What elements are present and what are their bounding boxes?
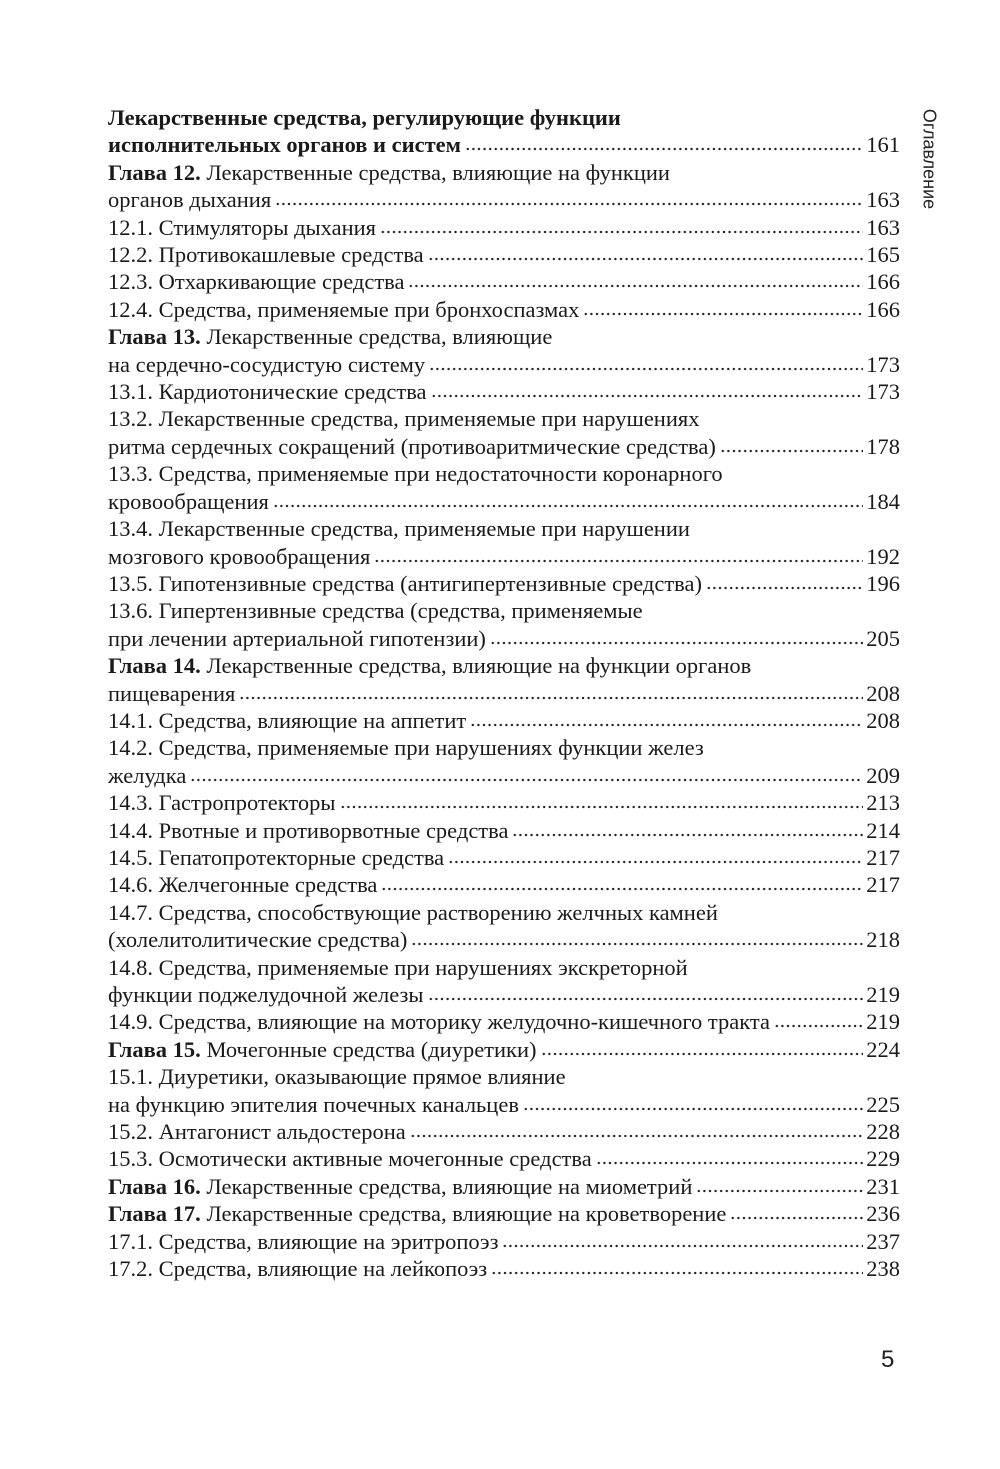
toc-line[interactable] [108, 789, 900, 816]
dot-leader [596, 1160, 864, 1166]
page-ref: 209 [866, 762, 900, 788]
toc-line[interactable] [108, 1118, 900, 1145]
toc-entry-text [108, 954, 688, 981]
toc-line[interactable] [108, 707, 900, 734]
toc-entry-text [108, 1036, 537, 1063]
toc-line[interactable] [108, 762, 900, 789]
entry-title: 14.1. Средства, влияющие на аппетит [108, 707, 467, 733]
entry-title: пищеварения [108, 680, 236, 706]
toc-entry-text [108, 899, 718, 926]
toc-entry-text [108, 543, 370, 570]
entry-title: 14.2. Средства, применяемые при нарушениях функции желез [108, 735, 704, 761]
entry-title: 13.3. Средства, применяемые при недостаточности коронарного [108, 461, 723, 487]
entry-title: Мочегонные средства (диуретики) [200, 1036, 537, 1062]
page-ref: 224 [866, 1036, 900, 1062]
toc-line[interactable] [108, 926, 900, 953]
entry-title: Лекарственные средства, влияющие на функции органов [200, 653, 752, 679]
entry-title: 13.5. Гипотензивные средства (антигипертензивные средства) [108, 570, 702, 596]
toc-entry-text [108, 1118, 406, 1145]
dot-leader [470, 722, 863, 728]
toc-line[interactable] [108, 515, 900, 542]
page-ref: 236 [866, 1201, 900, 1227]
table-of-contents [108, 104, 900, 1282]
entry-title: 15.3. Осмотически активные мочегонные средства [108, 1146, 592, 1172]
toc-line[interactable] [108, 268, 900, 295]
entry-title: 15.2. Антагонист альдостерона [108, 1119, 406, 1145]
section-side-label [914, 84, 944, 234]
toc-line[interactable] [108, 460, 900, 487]
toc-line[interactable] [108, 405, 900, 432]
toc-line[interactable] [108, 652, 900, 679]
entry-title: при лечении артериальной гипотензии) [108, 625, 486, 651]
toc-entry-text [108, 734, 704, 761]
entry-title: Лекарственные средства, влияющие на функции [200, 159, 670, 185]
dot-leader [696, 1188, 863, 1194]
dot-leader [381, 886, 863, 892]
page-ref: 173 [866, 351, 900, 377]
page-ref: 238 [866, 1256, 900, 1282]
dot-leader [523, 1106, 863, 1112]
toc-line[interactable] [108, 1091, 900, 1118]
dot-leader [583, 311, 863, 317]
toc-line[interactable] [108, 296, 900, 323]
toc-entry-text [108, 460, 723, 487]
toc-entry-text [108, 1008, 770, 1035]
entry-title: 12.2. Противокашлевые средства [108, 242, 424, 268]
page-ref: 205 [866, 625, 900, 651]
page-number: 5 [881, 1346, 895, 1373]
toc-entry-text [108, 1063, 566, 1090]
entry-title: функции поджелудочной железы [108, 982, 424, 1007]
page-ref: 173 [866, 379, 900, 405]
dot-leader [448, 859, 863, 865]
toc-entry-text [108, 104, 621, 131]
toc-entry-text [108, 926, 407, 953]
dot-leader [512, 832, 863, 838]
dot-leader [374, 558, 863, 564]
toc-line[interactable] [108, 104, 900, 131]
page-ref: 163 [866, 187, 900, 213]
toc-entry-text [108, 186, 271, 213]
toc-entry-text [108, 1200, 726, 1227]
toc-line[interactable] [108, 871, 900, 898]
toc-entry-text [108, 405, 700, 432]
entry-title: Лекарственные средства, влияющие на кроветворение [200, 1201, 727, 1227]
toc-entry-text [108, 597, 643, 624]
dot-leader [502, 1243, 863, 1249]
toc-entry-text [108, 159, 670, 186]
toc-entry-text [108, 515, 690, 542]
toc-entry-text [108, 652, 751, 679]
toc-entry-text [108, 789, 336, 816]
entry-title: 13.2. Лекарственные средства, применяемые при нарушениях [108, 406, 700, 432]
toc-entry-text [108, 296, 579, 323]
dot-leader [730, 1215, 863, 1221]
entry-title: кровообращения [108, 488, 269, 514]
toc-entry-text [108, 1173, 692, 1200]
dot-leader [275, 201, 863, 207]
page-ref: 213 [866, 790, 900, 816]
dot-leader [410, 1133, 864, 1139]
dot-leader [465, 146, 863, 152]
dot-leader [541, 1051, 864, 1057]
entry-title: на функцию эпителия почечных канальцев [108, 1091, 519, 1117]
toc-line[interactable] [108, 323, 900, 350]
toc-entry-text [108, 488, 269, 515]
entry-title: Лекарственные средства, влияющие на миометрий [200, 1173, 693, 1199]
toc-entry-text [108, 762, 186, 789]
toc-entry-text [108, 570, 702, 597]
dot-leader [411, 941, 863, 947]
dot-leader [340, 804, 864, 810]
toc-entry-text [108, 241, 424, 268]
toc-entry-text [108, 323, 552, 350]
page-ref: 214 [866, 817, 900, 843]
entry-title: 15.1. Диуретики, оказывающие прямое влияние [108, 1064, 566, 1090]
chapter-label: Глава 12. [108, 159, 201, 185]
page-ref: 166 [866, 296, 900, 322]
entry-title: желудка [108, 762, 187, 788]
entry-title: органов дыхания [108, 187, 272, 213]
toc-line[interactable] [108, 570, 900, 597]
toc-line[interactable] [108, 131, 900, 158]
toc-line[interactable] [108, 214, 900, 241]
entry-title: 13.6. Гипертензивные средства (средства, применяемые [108, 598, 643, 624]
toc-line[interactable] [108, 625, 900, 652]
toc-line[interactable] [108, 351, 900, 378]
toc-line[interactable] [108, 680, 900, 707]
toc-entry-text [108, 844, 444, 871]
dot-leader [774, 1023, 863, 1029]
dot-leader [490, 640, 863, 646]
toc-line[interactable] [108, 1200, 900, 1227]
toc-entry-text [108, 433, 716, 460]
entry-title: 13.4. Лекарственные средства, применяемые при нарушении [108, 516, 690, 542]
page-ref: 228 [866, 1119, 900, 1145]
entry-title: 12.1. Стимуляторы дыхания [108, 214, 377, 240]
entry-title: 14.3. Гастропротекторы [108, 790, 336, 816]
dot-leader [428, 256, 864, 262]
toc-line[interactable] [108, 159, 900, 186]
page-ref: 208 [866, 707, 900, 733]
toc-entry-text [108, 131, 461, 158]
toc-entry-text [108, 214, 376, 241]
toc-entry-text [108, 378, 427, 405]
toc-entry-text [108, 625, 486, 652]
page-ref: 192 [866, 543, 900, 569]
dot-leader [239, 695, 863, 701]
toc-line[interactable] [108, 1008, 900, 1035]
entry-title: 13.1. Кардиотонические средства [108, 379, 427, 405]
chapter-label: Глава 17. [108, 1201, 201, 1227]
toc-line[interactable] [108, 543, 900, 570]
toc-line[interactable] [108, 1036, 900, 1063]
toc-line[interactable] [108, 1228, 900, 1255]
entry-title: 14.5. Гепатопротекторные средства [108, 844, 445, 870]
toc-line[interactable] [108, 817, 900, 844]
page-ref: 208 [866, 680, 900, 706]
entry-title: 14.6. Желчегонные средства [108, 872, 378, 898]
toc-entry-text [108, 1228, 498, 1255]
entry-title: исполнительных органов и систем [108, 132, 461, 158]
toc-line[interactable] [108, 1173, 900, 1200]
toc-entry-text [108, 707, 466, 734]
page-ref: 217 [866, 844, 900, 870]
side-label-text: Оглавление [919, 108, 940, 210]
toc-entry-text [108, 680, 235, 707]
entry-title: 14.9. Средства, влияющие на моторику желудочно-кишечного тракта [108, 1009, 771, 1035]
page-ref: 178 [866, 433, 900, 459]
toc-line[interactable] [108, 378, 900, 405]
page-ref: 219 [866, 1009, 900, 1035]
dot-leader [428, 996, 864, 1002]
toc-line[interactable] [108, 241, 900, 268]
toc-line[interactable] [108, 597, 900, 624]
dot-leader [190, 777, 863, 783]
entry-title: на сердечно-сосудистую систему [108, 351, 426, 377]
toc-entry-text [108, 871, 377, 898]
dot-leader [491, 1270, 863, 1276]
entry-title: мозгового кровообращения [108, 543, 371, 569]
page-ref: 166 [866, 269, 900, 295]
dot-leader [408, 283, 863, 289]
entry-title: 14.4. Рвотные и противорвотные средства [108, 817, 509, 843]
chapter-label: Глава 13. [108, 324, 201, 350]
dot-leader [429, 366, 863, 372]
dot-leader [720, 448, 863, 454]
toc-entry-text [108, 1145, 592, 1172]
page-ref: 229 [866, 1146, 900, 1172]
entry-title: 14.7. Средства, способствующие растворению желчных камней [108, 899, 718, 925]
entry-title: Лекарственные средства, регулирующие функции [108, 105, 621, 130]
toc-line[interactable] [108, 954, 900, 981]
toc-line[interactable] [108, 433, 900, 460]
toc-entry-text [108, 1091, 519, 1118]
page-ref: 219 [866, 982, 900, 1007]
toc-entry-text [108, 817, 508, 844]
toc-line[interactable] [108, 981, 900, 1008]
page-ref: 165 [866, 242, 900, 268]
entry-title: 12.3. Отхаркивающие средства [108, 269, 405, 295]
chapter-label: Глава 14. [108, 653, 201, 679]
toc-line[interactable] [108, 186, 900, 213]
toc-line[interactable] [108, 899, 900, 926]
entry-title: 17.1. Средства, влияющие на эритропоэз [108, 1228, 499, 1254]
dot-leader [431, 393, 864, 399]
toc-entry-text [108, 981, 424, 1008]
page-ref: 231 [866, 1173, 900, 1199]
toc-line[interactable] [108, 1255, 900, 1282]
dot-leader [273, 503, 863, 509]
page-ref: 237 [866, 1228, 900, 1254]
toc-entry-text [108, 1255, 487, 1282]
page-ref: 163 [866, 214, 900, 240]
page-ref: 196 [866, 570, 900, 596]
entry-title: 17.2. Средства, влияющие на лейкопоэз [108, 1256, 488, 1282]
page-ref: 218 [866, 927, 900, 953]
toc-line[interactable] [108, 1063, 900, 1090]
toc-line[interactable] [108, 488, 900, 515]
dot-leader [380, 229, 863, 235]
toc-line[interactable] [108, 1145, 900, 1172]
chapter-label: Глава 16. [108, 1173, 201, 1199]
page-ref: 225 [866, 1091, 900, 1117]
page-ref: 217 [866, 872, 900, 898]
dot-leader [706, 585, 863, 591]
chapter-label: Глава 15. [108, 1036, 201, 1062]
toc-entry-text [108, 268, 404, 295]
entry-title: (холелитолитические средства) [108, 927, 408, 953]
entry-title: ритма сердечных сокращений (противоаритмические средства) [108, 433, 716, 459]
toc-line[interactable] [108, 734, 900, 761]
page-ref: 184 [866, 488, 900, 514]
toc-line[interactable] [108, 844, 900, 871]
toc-entry-text [108, 351, 425, 378]
entry-title: Лекарственные средства, влияющие [200, 324, 553, 350]
entry-title: 14.8. Средства, применяемые при нарушениях экскреторной [108, 954, 688, 980]
entry-title: 12.4. Средства, применяемые при бронхоспазмах [108, 296, 580, 322]
page-ref: 161 [866, 132, 900, 158]
